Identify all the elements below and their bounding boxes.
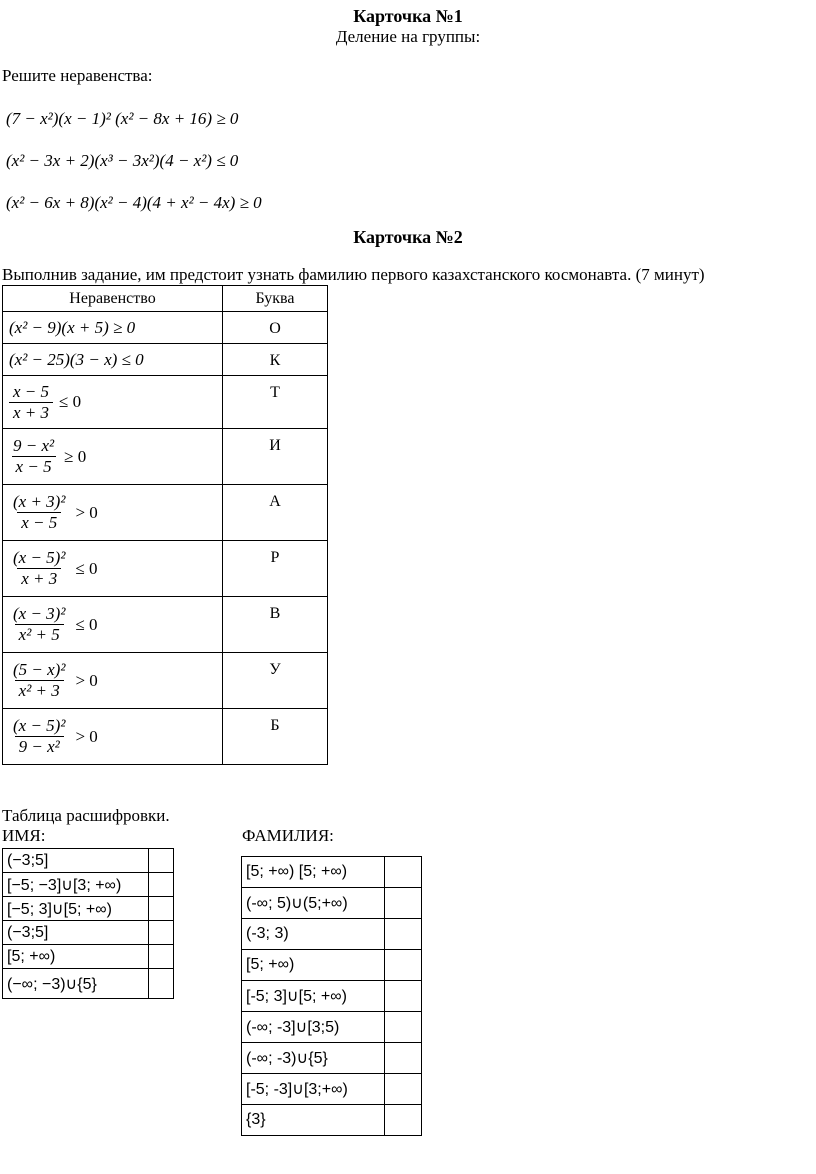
denominator: x + 3 <box>9 402 53 423</box>
name-option: [−5; 3]∪[5; +∞) <box>3 897 149 921</box>
surname-label: ФАМИЛИЯ: <box>242 826 334 845</box>
table-row-inequality <box>3 485 223 541</box>
numerator: 9 − x² <box>13 436 55 455</box>
card1-inequality-1: (7 − x²)(x − 1)² (x² − 8x + 16) ≥ 0 <box>6 109 239 128</box>
table-row-letter: О <box>223 312 328 344</box>
relation: > 0 <box>75 670 98 690</box>
card2-title: Карточка №2 <box>353 227 463 247</box>
fraction <box>9 548 69 589</box>
relation: ≥ 0 <box>64 446 87 466</box>
answer-cell[interactable] <box>385 981 422 1012</box>
answer-cell[interactable] <box>149 849 174 873</box>
numerator: (x − 3)² <box>13 604 66 623</box>
table-row-letter: К <box>223 344 328 376</box>
answer-cell[interactable] <box>149 945 174 969</box>
table-row-inequality <box>3 709 223 765</box>
denominator: x − 5 <box>17 512 61 533</box>
fraction <box>9 660 69 701</box>
fraction <box>9 436 58 477</box>
header-letter: Буква <box>223 286 328 312</box>
numerator: (x + 3)² <box>13 492 66 511</box>
relation: > 0 <box>75 502 98 522</box>
name-option: (−3;5] <box>3 921 149 945</box>
table-row-inequality <box>3 597 223 653</box>
answer-cell[interactable] <box>385 1043 422 1074</box>
table-row-inequality <box>3 653 223 709</box>
fraction <box>9 604 69 645</box>
surname-option: [-5; 3]∪[5; +∞) <box>242 981 385 1012</box>
name-option: (−3;5] <box>3 849 149 873</box>
answer-cell[interactable] <box>385 1074 422 1105</box>
answer-cell[interactable] <box>149 921 174 945</box>
fraction <box>9 716 69 757</box>
answer-cell[interactable] <box>385 1012 422 1043</box>
answer-cell[interactable] <box>149 873 174 897</box>
card2-task: Выполнив задание, им предстоит узнать фамилию первого казахстанского космонавта. (7 минут) <box>2 265 705 284</box>
answer-cell[interactable] <box>149 969 174 999</box>
answer-cell[interactable] <box>385 1105 422 1136</box>
relation: ≤ 0 <box>75 614 98 634</box>
surname-option: (-∞; -3]∪[3;5) <box>242 1012 385 1043</box>
relation: > 0 <box>75 726 98 746</box>
surname-option: (-∞; 5)∪(5;+∞) <box>242 888 385 919</box>
answer-cell[interactable] <box>385 888 422 919</box>
name-table <box>2 848 174 999</box>
fraction <box>9 382 53 423</box>
inequality-text: (x² − 25)(3 − x) ≤ 0 <box>9 349 144 369</box>
table-row-letter: У <box>223 653 328 709</box>
card1-subtitle: Деление на группы: <box>335 27 481 46</box>
table-row-letter: В <box>223 597 328 653</box>
table-row-letter: А <box>223 485 328 541</box>
relation: ≤ 0 <box>75 558 98 578</box>
surname-option: [5; +∞) <box>242 950 385 981</box>
table-row-inequality <box>3 429 223 485</box>
name-option: (−∞; −3)∪{5} <box>3 969 149 999</box>
numerator: (x − 5)² <box>13 548 66 567</box>
numerator: (x − 5)² <box>13 716 66 735</box>
surname-table <box>241 856 422 1136</box>
table-row-inequality <box>3 344 223 376</box>
table-row-inequality <box>3 541 223 597</box>
surname-option: [-5; -3]∪[3;+∞) <box>242 1074 385 1105</box>
surname-option: [5; +∞) [5; +∞) <box>242 857 385 888</box>
name-label: ИМЯ: <box>2 826 46 845</box>
table-row-inequality <box>3 376 223 429</box>
table-row-inequality <box>3 312 223 344</box>
surname-option: (-3; 3) <box>242 919 385 950</box>
table-row-letter: И <box>223 429 328 485</box>
numerator: x − 5 <box>13 381 50 401</box>
answer-cell[interactable] <box>149 897 174 921</box>
numerator: (5 − x)² <box>13 660 66 679</box>
table-row-letter: Б <box>223 709 328 765</box>
card1-title: Карточка №1 <box>353 6 463 26</box>
card1-inequality-3: (x² − 6x + 8)(x² − 4)(4 + x² − 4x) ≥ 0 <box>6 193 262 212</box>
name-option: [5; +∞) <box>3 945 149 969</box>
name-option: [−5; −3]∪[3; +∞) <box>3 873 149 897</box>
denominator: 9 − x² <box>15 736 64 757</box>
inequality-text: (x² − 9)(x + 5) ≥ 0 <box>9 317 136 337</box>
inequality-table <box>2 285 328 765</box>
surname-option: {3} <box>242 1105 385 1136</box>
fraction <box>9 492 69 533</box>
surname-option: (-∞; -3)∪{5} <box>242 1043 385 1074</box>
decode-title: Таблица расшифровки. <box>2 806 170 825</box>
answer-cell[interactable] <box>385 950 422 981</box>
denominator: x² + 3 <box>15 680 64 701</box>
denominator: x − 5 <box>12 456 56 477</box>
card1-instruction: Решите неравенства: <box>2 66 153 85</box>
table-row-letter: Т <box>223 376 328 429</box>
header-inequality: Неравенство <box>3 286 223 312</box>
answer-cell[interactable] <box>385 857 422 888</box>
relation: ≤ 0 <box>59 392 82 411</box>
answer-cell[interactable] <box>385 919 422 950</box>
denominator: x + 3 <box>17 568 61 589</box>
denominator: x² + 5 <box>15 624 64 645</box>
card1-inequality-2: (x² − 3x + 2)(x³ − 3x²)(4 − x²) ≤ 0 <box>6 151 239 170</box>
table-row-letter: Р <box>223 541 328 597</box>
